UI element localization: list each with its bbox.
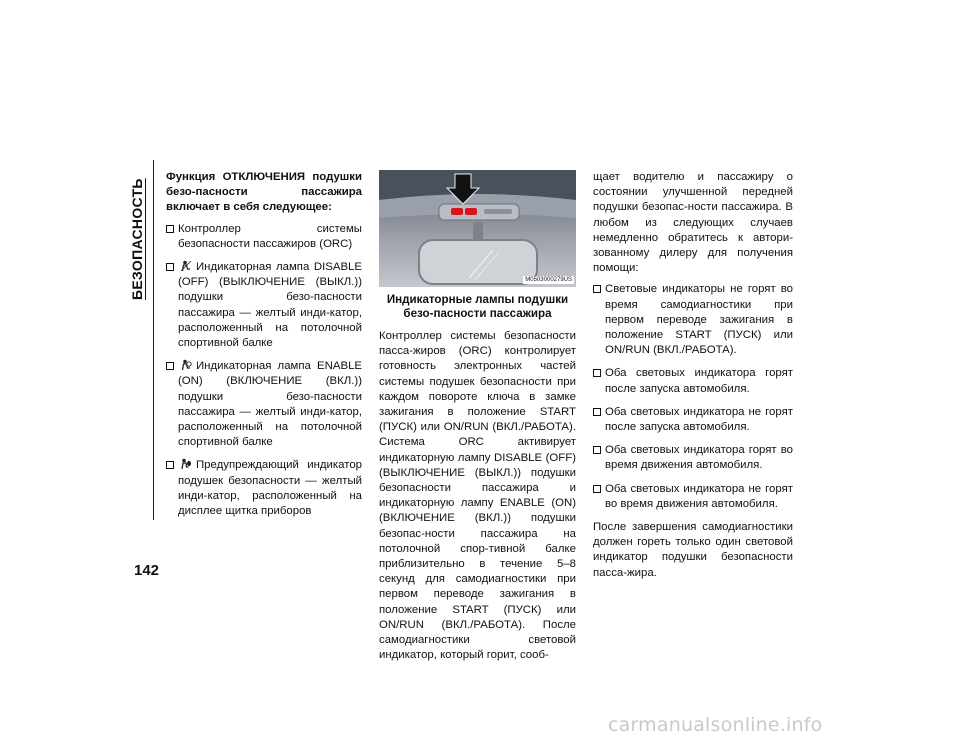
- figure-code: M0503000279US: [525, 277, 572, 283]
- column-1: [166, 170, 362, 527]
- rearview-mirror: [419, 240, 537, 284]
- body-paragraph: щает водителю и пассажиру о состоянии улучшенной передней подушки безопас-ности пассажира. В любом из следующих случаев немедленно обратитесь к автори-зованному дилеру для получения помощи:: [593, 171, 793, 275]
- column-2: [379, 170, 576, 669]
- checkbox-bullet-icon: [593, 485, 601, 493]
- list-item: [593, 366, 793, 396]
- watermark: carmanualsonline.info: [608, 714, 823, 736]
- list-item-text: Индикаторная лампа ENABLE (ON) (ВКЛЮЧЕНИЕ (ВКЛ.)) подушки безо-пасности пассажира — желтый инди-катор, расположенный на потолочной спортивной балке: [178, 360, 362, 449]
- list-item: [593, 405, 793, 435]
- figure-caption: Индикаторные лампы подушки безо-пасности пассажира: [386, 293, 569, 320]
- checkbox-bullet-icon: [166, 225, 174, 233]
- checkbox-bullet-icon: [166, 362, 174, 370]
- list-item: [593, 282, 793, 358]
- checkbox-bullet-icon: [593, 285, 601, 293]
- airbag-warning-icon: [180, 458, 192, 470]
- list-item: [166, 222, 362, 252]
- list-item: [166, 260, 362, 351]
- body-paragraph: Контроллер системы безопасности пасса-жиров (ORC) контролирует готовность электронных частей системы подушек безопасности при каждом повороте ключа в замке зажигания в положение START (ПУСК) или ON/RUN (ВКЛ./РАБОТА). Система ORC активирует индикаторную лампу DISABLE (OFF) (ВЫКЛЮЧЕНИЕ (ВЫКЛ.)) подушки безопасности пассажира и индикаторную лампу ENABLE (ON) (ВКЛЮЧЕНИЕ (ВКЛ.)) подушки безопас-ности пассажира на потолочной спор-тивной балке приблизительно в течение 5–8 секунд для самодиагностики при первом переводе зажигания в положение START (ПУСК) или ON/RUN (ВКЛ./РАБОТА). После самодиагностики световой индикатор, который горит, сооб-: [379, 330, 576, 662]
- overhead-console-illustration: [379, 170, 576, 287]
- indicator-lamps-photo: [379, 170, 576, 287]
- list-item: [166, 359, 362, 450]
- checkbox-bullet-icon: [593, 408, 601, 416]
- components-list: [166, 222, 362, 520]
- list-item-text: Контроллер системы безопасности пассажиров (ORC): [178, 222, 362, 250]
- list-item-text: Оба световых индикатора не горят после запуска автомобиля.: [605, 405, 793, 434]
- section-heading: Функция ОТКЛЮЧЕНИЯ подушки безо-пасности пассажира включает в себя следующее:: [166, 171, 362, 214]
- list-item: [166, 458, 362, 519]
- list-item-text: Оба световых индикатора горят после запуска автомобиля.: [605, 367, 793, 395]
- column-3: [593, 170, 793, 587]
- airbag-off-indicator-icon: [180, 260, 192, 272]
- page-number: 142: [134, 562, 160, 579]
- list-item-text: Световые индикаторы не горят во время самодиагностики при первом переводе зажигания в положение START (ПУСК) или ON/RUN (ВКЛ./РАБОТА).: [605, 283, 793, 357]
- list-item-text: Оба световых индикатора горят во время движения автомобиля.: [605, 444, 793, 472]
- section-title: БЕЗОПАСНОСТЬ: [129, 178, 145, 300]
- section-side-tab: [131, 160, 154, 520]
- checkbox-bullet-icon: [166, 263, 174, 271]
- list-item-text: Оба световых индикатора не горят во время движения автомобиля.: [605, 482, 793, 510]
- conditions-list: [593, 282, 793, 512]
- checkbox-bullet-icon: [166, 461, 174, 469]
- list-item: [593, 482, 793, 512]
- closing-paragraph: После завершения самодиагностики должен гореть только один световой индикатор подушки безопасности пасса-жира.: [593, 521, 793, 579]
- list-item: [593, 443, 793, 473]
- airbag-on-lamp: [465, 208, 477, 215]
- list-item-text: Предупреждающий индикатор подушек безопасности — желтый инди-катор, расположенный на дисплее щитка приборов: [178, 459, 362, 518]
- checkbox-bullet-icon: [593, 446, 601, 454]
- list-item-text: Индикаторная лампа DISABLE (OFF) (ВЫКЛЮЧЕНИЕ (ВЫКЛ.)) подушки безо-пасности пассажира — желтый инди-катор, расположенный на потолочной спортивной балке: [178, 261, 362, 350]
- airbag-off-lamp: [451, 208, 463, 215]
- checkbox-bullet-icon: [593, 369, 601, 377]
- airbag-on-indicator-icon: [180, 359, 192, 371]
